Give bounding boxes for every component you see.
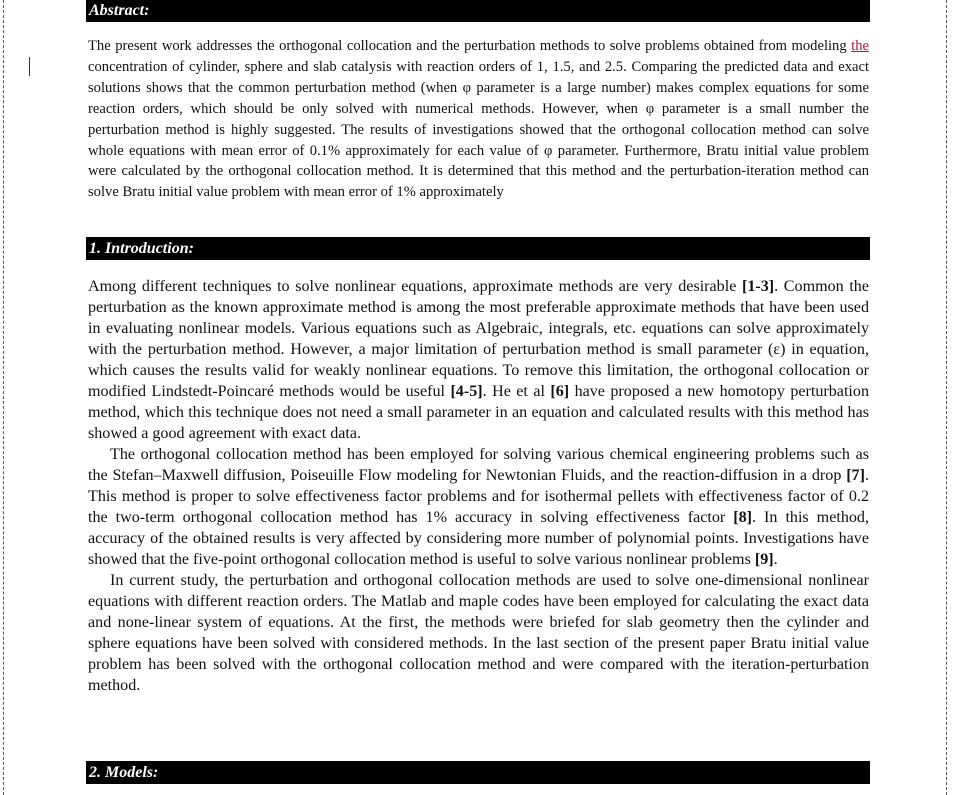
intro-p2-text-d: . xyxy=(773,551,778,568)
intro-p2-text-b: . This method is proper to solve effectiveness factor problems and for isothermal pellets with effectiveness factor of 0.2 the two-term orthogonal collocation method has 1% accuracy in solving effectiveness factor xyxy=(88,467,869,526)
intro-p1-text-b: . Common the perturbation as the known approximate method is among the most preferable approximate methods that have been used in evaluating nonlinear models. Various equations such as Algebraic, integrals, etc. equations can solve approximately with the perturbation method. However, a major limitation of perturbation method is small parameter (ε) in equation, which causes the results valid for weakly nonlinear equations. To remove this limitation, the orthogonal collocation or modified Lindstedt-Poincaré methods would be useful xyxy=(88,278,869,400)
abstract-text-part2: concentration of cylinder, sphere and slab catalysis with reaction orders of 1, 1.5, and 2.5. Comparing the predicted data and exact solutions shows that the common perturbation method (when φ parameter is a large number) makes complex equations for some reaction orders, which should be only solved with numerical methods. However, when φ parameter is a small number the perturbation method is highly suggested. The results of investigations showed that the orthogonal collocation method can solve whole equations with mean error of 0.1% approximately for each value of φ parameter. Furthermore, Bratu initial value problem were calculated by the orthogonal collocation method. It is determined that this method and the perturbation-iteration method can solve Bratu initial value problem with mean error of 1% approximately xyxy=(88,58,869,201)
citation-7: [7] xyxy=(846,467,865,484)
abstract-paragraph xyxy=(88,36,869,203)
tracked-change-link[interactable]: the xyxy=(851,38,869,54)
page-border-right xyxy=(946,0,947,795)
intro-p2-text-c: . In this method, accuracy of the obtained results is very affected by considering more number of polynomial points. Investigations have showed that the five-point orthogonal collocation method is useful to solve various nonlinear problems xyxy=(88,509,869,568)
text-cursor xyxy=(29,57,30,76)
abstract-text-part1: The present work addresses the orthogonal collocation and the perturbation methods to solve problems obtained from modeling xyxy=(88,38,852,54)
introduction-paragraph-3: In current study, the perturbation and orthogonal collocation methods are used to solve one-dimensional nonlinear equations with different reaction orders. The Matlab and maple codes have been employed for calculating the exact data and none-linear system of equations. At the first, the methods were briefed for slab geometry then the cylinder and sphere equations have been solved with considered methods. In the last section of the present paper Bratu initial value problem has been solved with the orthogonal collocation method and were compared with the iteration-perturbation method. xyxy=(88,572,869,694)
intro-p1-text-d: have proposed a new homotopy perturbation method, which this technique does not need a small parameter in an equation and calculated results with this method has showed a good agreement with exact data. xyxy=(88,383,869,442)
citation-4-5: [4-5] xyxy=(450,383,483,400)
citation-6: [6] xyxy=(550,383,570,400)
citation-8: [8] xyxy=(733,509,753,526)
introduction-paragraph-2 xyxy=(88,444,869,570)
intro-p2-text-a: The orthogonal collocation method has been employed for solving various chemical engineering problems such as the Stefan–Maxwell diffusion, Poiseuille Flow modeling for Newtonian Fluids, and the reaction-diffusion in a drop xyxy=(88,446,869,484)
citation-1-3: [1-3] xyxy=(741,278,775,295)
introduction-heading: 1. Introduction: xyxy=(86,237,870,260)
introduction-paragraph-1 xyxy=(88,276,869,444)
page-border-left xyxy=(3,0,4,795)
models-heading: 2. Models: xyxy=(86,761,870,784)
abstract-heading: Abstract: xyxy=(86,0,870,22)
introduction-body xyxy=(88,276,869,696)
intro-p1-text-c: . He et al xyxy=(482,383,551,400)
intro-p1-text-a: Among different techniques to solve nonlinear equations, approximate methods are very desirable xyxy=(88,278,742,295)
citation-9: [9] xyxy=(754,551,774,568)
